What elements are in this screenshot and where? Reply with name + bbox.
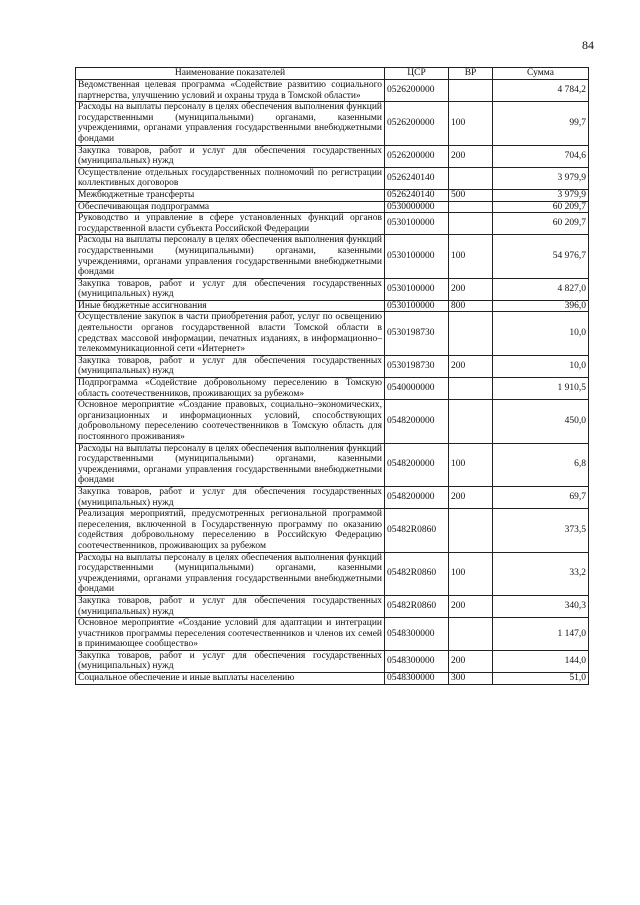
header-sum: Сумма [493,68,589,80]
cell-sum: 373,5 [493,509,589,552]
header-name: Наименование показателей [76,68,385,80]
table-row [76,443,589,486]
cell-vr: 200 [449,278,493,300]
cell-sum: 33,2 [493,552,589,595]
cell-csr: 0530100000 [385,235,449,278]
cell-csr: 0526240140 [385,167,449,189]
table-row [76,80,589,102]
cell-name: Закупка товаров, работ и услуг для обеспечения государственных (муниципальных) нужд [76,278,385,300]
table-row [76,618,589,651]
cell-csr: 0530198730 [385,355,449,377]
cell-sum: 4 784,2 [493,80,589,102]
cell-csr: 0530000000 [385,201,449,213]
cell-name: Межбюджетные трансферты [76,189,385,201]
table-row [76,213,589,235]
cell-vr: 100 [449,235,493,278]
cell-sum: 144,0 [493,650,589,672]
cell-name: Закупка товаров, работ и услуг для обеспечения государственных (муниципальных) нужд [76,145,385,167]
cell-name: Расходы на выплаты персоналу в целях обеспечения выполнения функций государственными (муниципальными) органами, казенными учреждениями, органами управления государственными внебюджетными фондами [76,102,385,145]
header-vr: ВР [449,68,493,80]
table-row [76,378,589,400]
table-row [76,278,589,300]
cell-name: Социальное обеспечение и иные выплаты населению [76,673,385,685]
cell-vr [449,80,493,102]
table-row [76,102,589,145]
cell-vr [449,618,493,651]
cell-vr: 200 [449,595,493,617]
table-row [76,235,589,278]
cell-csr: 0548300000 [385,618,449,651]
budget-table [75,67,589,685]
cell-sum: 51,0 [493,673,589,685]
cell-sum: 60 209,7 [493,201,589,213]
cell-csr: 05482R0860 [385,509,449,552]
cell-name: Иные бюджетные ассигнования [76,300,385,312]
cell-vr [449,201,493,213]
cell-csr: 05482R0860 [385,552,449,595]
cell-csr: 0526200000 [385,102,449,145]
cell-sum: 4 827,0 [493,278,589,300]
cell-vr [449,400,493,443]
cell-csr: 0548200000 [385,443,449,486]
table-row [76,201,589,213]
cell-sum: 1 910,5 [493,378,589,400]
cell-sum: 69,7 [493,486,589,508]
table-row [76,167,589,189]
cell-sum: 704,6 [493,145,589,167]
cell-vr: 200 [449,145,493,167]
cell-vr: 200 [449,486,493,508]
cell-sum: 10,0 [493,312,589,355]
table-row [76,189,589,201]
cell-sum: 60 209,7 [493,213,589,235]
cell-sum: 450,0 [493,400,589,443]
cell-name: Осуществление закупок в части приобретения работ, услуг по освещению деятельности органов государственной власти Томской области в средствах массовой информации, печатных изданиях, в информационно–телекоммуникационной сети «Интернет» [76,312,385,355]
cell-csr: 0530198730 [385,312,449,355]
cell-sum: 10,0 [493,355,589,377]
cell-vr [449,378,493,400]
cell-name: Осуществление отдельных государственных полномочий по регистрации коллективных договоров [76,167,385,189]
cell-vr [449,167,493,189]
table-row [76,595,589,617]
cell-vr: 200 [449,355,493,377]
cell-sum: 396,0 [493,300,589,312]
table-row [76,145,589,167]
cell-vr: 200 [449,650,493,672]
cell-vr [449,312,493,355]
cell-vr: 800 [449,300,493,312]
table-row [76,673,589,685]
cell-csr: 0526200000 [385,145,449,167]
cell-csr: 0548300000 [385,673,449,685]
header-csr: ЦСР [385,68,449,80]
page-number: 84 [582,38,594,52]
cell-csr: 05482R0860 [385,595,449,617]
cell-sum: 340,3 [493,595,589,617]
cell-name: Закупка товаров, работ и услуг для обеспечения государственных (муниципальных) нужд [76,486,385,508]
cell-csr: 0548200000 [385,486,449,508]
cell-vr: 100 [449,552,493,595]
cell-csr: 0526240140 [385,189,449,201]
cell-csr: 0530100000 [385,300,449,312]
table-row [76,486,589,508]
table-row [76,552,589,595]
cell-name: Расходы на выплаты персоналу в целях обеспечения выполнения функций государственными (муниципальными) органами, казенными учреждениями, органами управления государственными внебюджетными фондами [76,552,385,595]
table-row [76,400,589,443]
cell-name: Руководство и управление в сфере установленных функций органов государственной власти субъекта Российской Федерации [76,213,385,235]
cell-sum: 6,8 [493,443,589,486]
cell-name: Расходы на выплаты персоналу в целях обеспечения выполнения функций государственными (муниципальными) органами, казенными учреждениями, органами управления государственными внебюджетными фондами [76,443,385,486]
cell-sum: 3 979,9 [493,189,589,201]
cell-csr: 0530100000 [385,278,449,300]
cell-csr: 0526200000 [385,80,449,102]
cell-sum: 3 979,9 [493,167,589,189]
cell-name: Подпрограмма «Содействие добровольному переселению в Томскую область соотечественников, проживающих за рубежом» [76,378,385,400]
cell-vr [449,213,493,235]
cell-name: Реализация мероприятий, предусмотренных региональной программой переселения, включенной в Государственную программу по оказанию содействия добровольному переселению в Российскую Федерацию соотечественников, проживающих за рубежом [76,509,385,552]
cell-sum: 54 976,7 [493,235,589,278]
table-header-row [76,68,589,80]
table-row [76,300,589,312]
cell-csr: 0530100000 [385,213,449,235]
cell-name: Основное мероприятие «Создание условий для адаптации и интеграции участников программы переселения соотечественников и членов их семей в принимающее сообщество» [76,618,385,651]
cell-name: Основное мероприятие «Создание правовых, социально–экономических, организационных и информационных условий, способствующих добровольному переселению соотечественников в Томскую область для постоянного проживания» [76,400,385,443]
table-row [76,650,589,672]
cell-csr: 0548200000 [385,400,449,443]
cell-vr: 500 [449,189,493,201]
cell-vr: 100 [449,102,493,145]
cell-vr [449,509,493,552]
cell-name: Обеспечивающая подпрограмма [76,201,385,213]
table-row [76,312,589,355]
cell-sum: 99,7 [493,102,589,145]
cell-name: Ведомственная целевая программа «Содействие развитию социального партнерства, улучшению условий и охраны труда в Томской области» [76,80,385,102]
cell-name: Закупка товаров, работ и услуг для обеспечения государственных (муниципальных) нужд [76,595,385,617]
table-row [76,509,589,552]
cell-vr: 300 [449,673,493,685]
cell-sum: 1 147,0 [493,618,589,651]
cell-csr: 0548300000 [385,650,449,672]
cell-vr: 100 [449,443,493,486]
cell-name: Закупка товаров, работ и услуг для обеспечения государственных (муниципальных) нужд [76,650,385,672]
cell-name: Расходы на выплаты персоналу в целях обеспечения выполнения функций государственными (муниципальными) органами, казенными учреждениями, органами управления государственными внебюджетными фондами [76,235,385,278]
table-row [76,355,589,377]
cell-name: Закупка товаров, работ и услуг для обеспечения государственных (муниципальных) нужд [76,355,385,377]
cell-csr: 0540000000 [385,378,449,400]
